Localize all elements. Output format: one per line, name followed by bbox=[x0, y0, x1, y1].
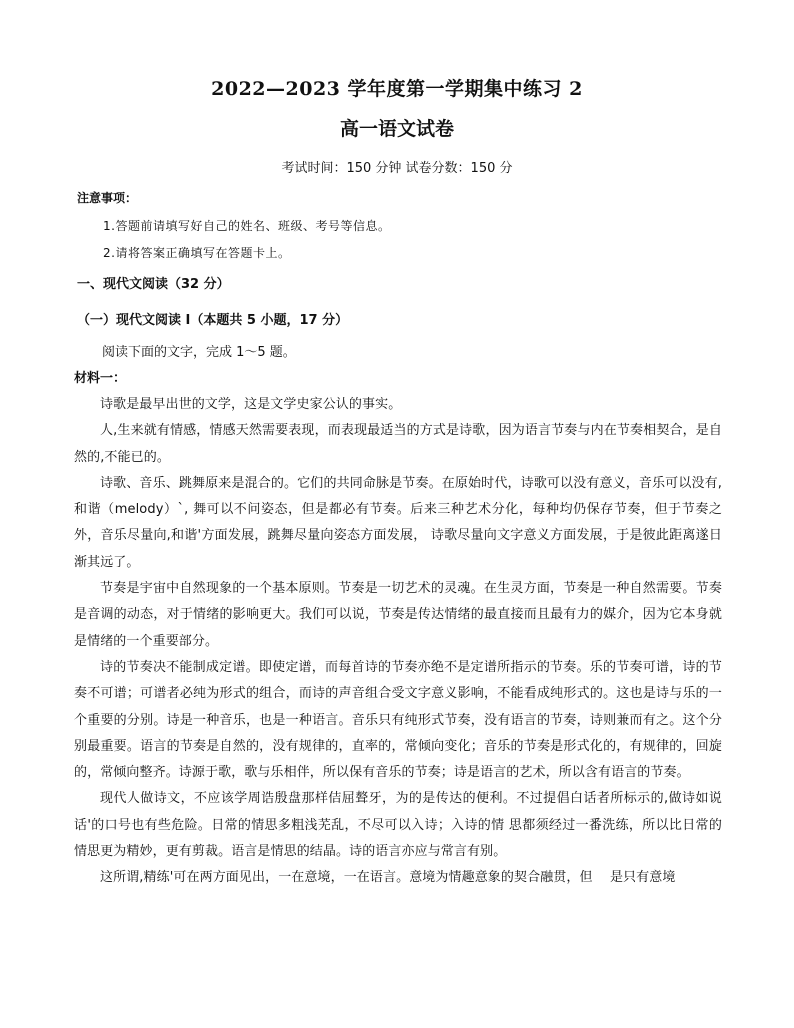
note-item-2: 2.请将答案正确填写在答题卡上。 bbox=[103, 246, 291, 260]
exam-info: 考试时间：150 分钟 试卷分数：150 分 bbox=[281, 161, 513, 176]
notes-title: 注意事项： bbox=[77, 191, 138, 205]
passage-paragraph-6: 现代人做诗文，不应该学周诰殷盘那样佶屈聱牙，为的是传达的便利。不过提倡白话者所标示的,做诗如说话'的口号也有些危险。日常的情思多粗浅芜乱，不尽可以入诗；入诗的情 思都须经过一番洗练，所以比日常的情思更为精妙，更有剪裁。语言是情思的结晶。诗的语言亦应与常言有别。 bbox=[74, 791, 722, 860]
reading-instruction: 阅读下面的文字，完成 1～5 题。 bbox=[102, 345, 296, 360]
section-heading: 一、现代文阅读（32 分） bbox=[77, 277, 230, 292]
reading-passage bbox=[74, 392, 722, 892]
note-item-1: 1.答题前请填写好自己的姓名、班级、考号等信息。 bbox=[103, 219, 391, 233]
passage-paragraph-3: 诗歌、音乐、跳舞原来是混合的。它们的共同命脉是节奏。在原始时代，诗歌可以没有意义，音乐可以没有,和谐（melody）`, 舞可以不问姿态，但是都必有节奏。后来三种艺术分化，每种均仍保存节奏，但于节奏之外，音乐尽量向,和谐'方面发展，跳舞尽量向姿态方面发展， 诗歌尽量向文字意义方面发展，于是彼此距离遂日渐其远了。 bbox=[74, 475, 722, 570]
passage-paragraph-4: 节奏是宇宙中自然现象的一个基本原则。节奏是一切艺术的灵魂。在生灵方面，节奏是一种自然需要。节奏是音调的动态，对于情绪的影响更大。我们可以说，节奏是传达情绪的最直接而且最有力的媒介，因为它本身就是情绪的一个重要部分。 bbox=[74, 581, 722, 649]
material-label: 材料一： bbox=[74, 371, 127, 386]
exam-title: 2022—2023 学年度第一学期集中练习 2 bbox=[211, 78, 583, 100]
passage-paragraph-1: 诗歌是最早出世的文学，这是文学史家公认的事实。 bbox=[100, 397, 402, 412]
passage-paragraph-2: 人,生来就有情感，情感天然需要表现，而表现最适当的方式是诗歌，因为语言节奏与内在节奏相契合，是自然的,不能已的。 bbox=[74, 423, 722, 465]
exam-subtitle: 高一语文试卷 bbox=[339, 118, 454, 140]
passage-paragraph-5: 诗的节奏决不能制成定谱。即使定谱，而每首诗的节奏亦绝不是定谱所指示的节奏。乐的节奏可谱，诗的节奏不可谱；可谱者必纯为形式的组合，而诗的声音组合受文字意义影响，不能看成纯形式的。这也是诗与乐的一个重要的分别。诗是一种音乐，也是一种语言。音乐只有纯形式节奏，没有语言的节奏，诗则兼而有之。这个分别最重要。语言的节奏是自然的，没有规律的，直率的，常倾向变化；音乐的节奏是形式化的，有规律的，回旋的，常倾向整齐。诗源于歌，歌与乐相伴，所以保有音乐的节奏；诗是语言的艺术，所以含有语言的节奏。 bbox=[74, 659, 722, 781]
passage-paragraph-7: 这所谓,精练'可在两方面见出，一在意境，一在语言。意境为情趣意象的契合融贯，但 是只有意境 bbox=[100, 870, 676, 886]
subsection-heading: （一）现代文阅读 I（本题共 5 小题，17 分） bbox=[77, 313, 349, 328]
